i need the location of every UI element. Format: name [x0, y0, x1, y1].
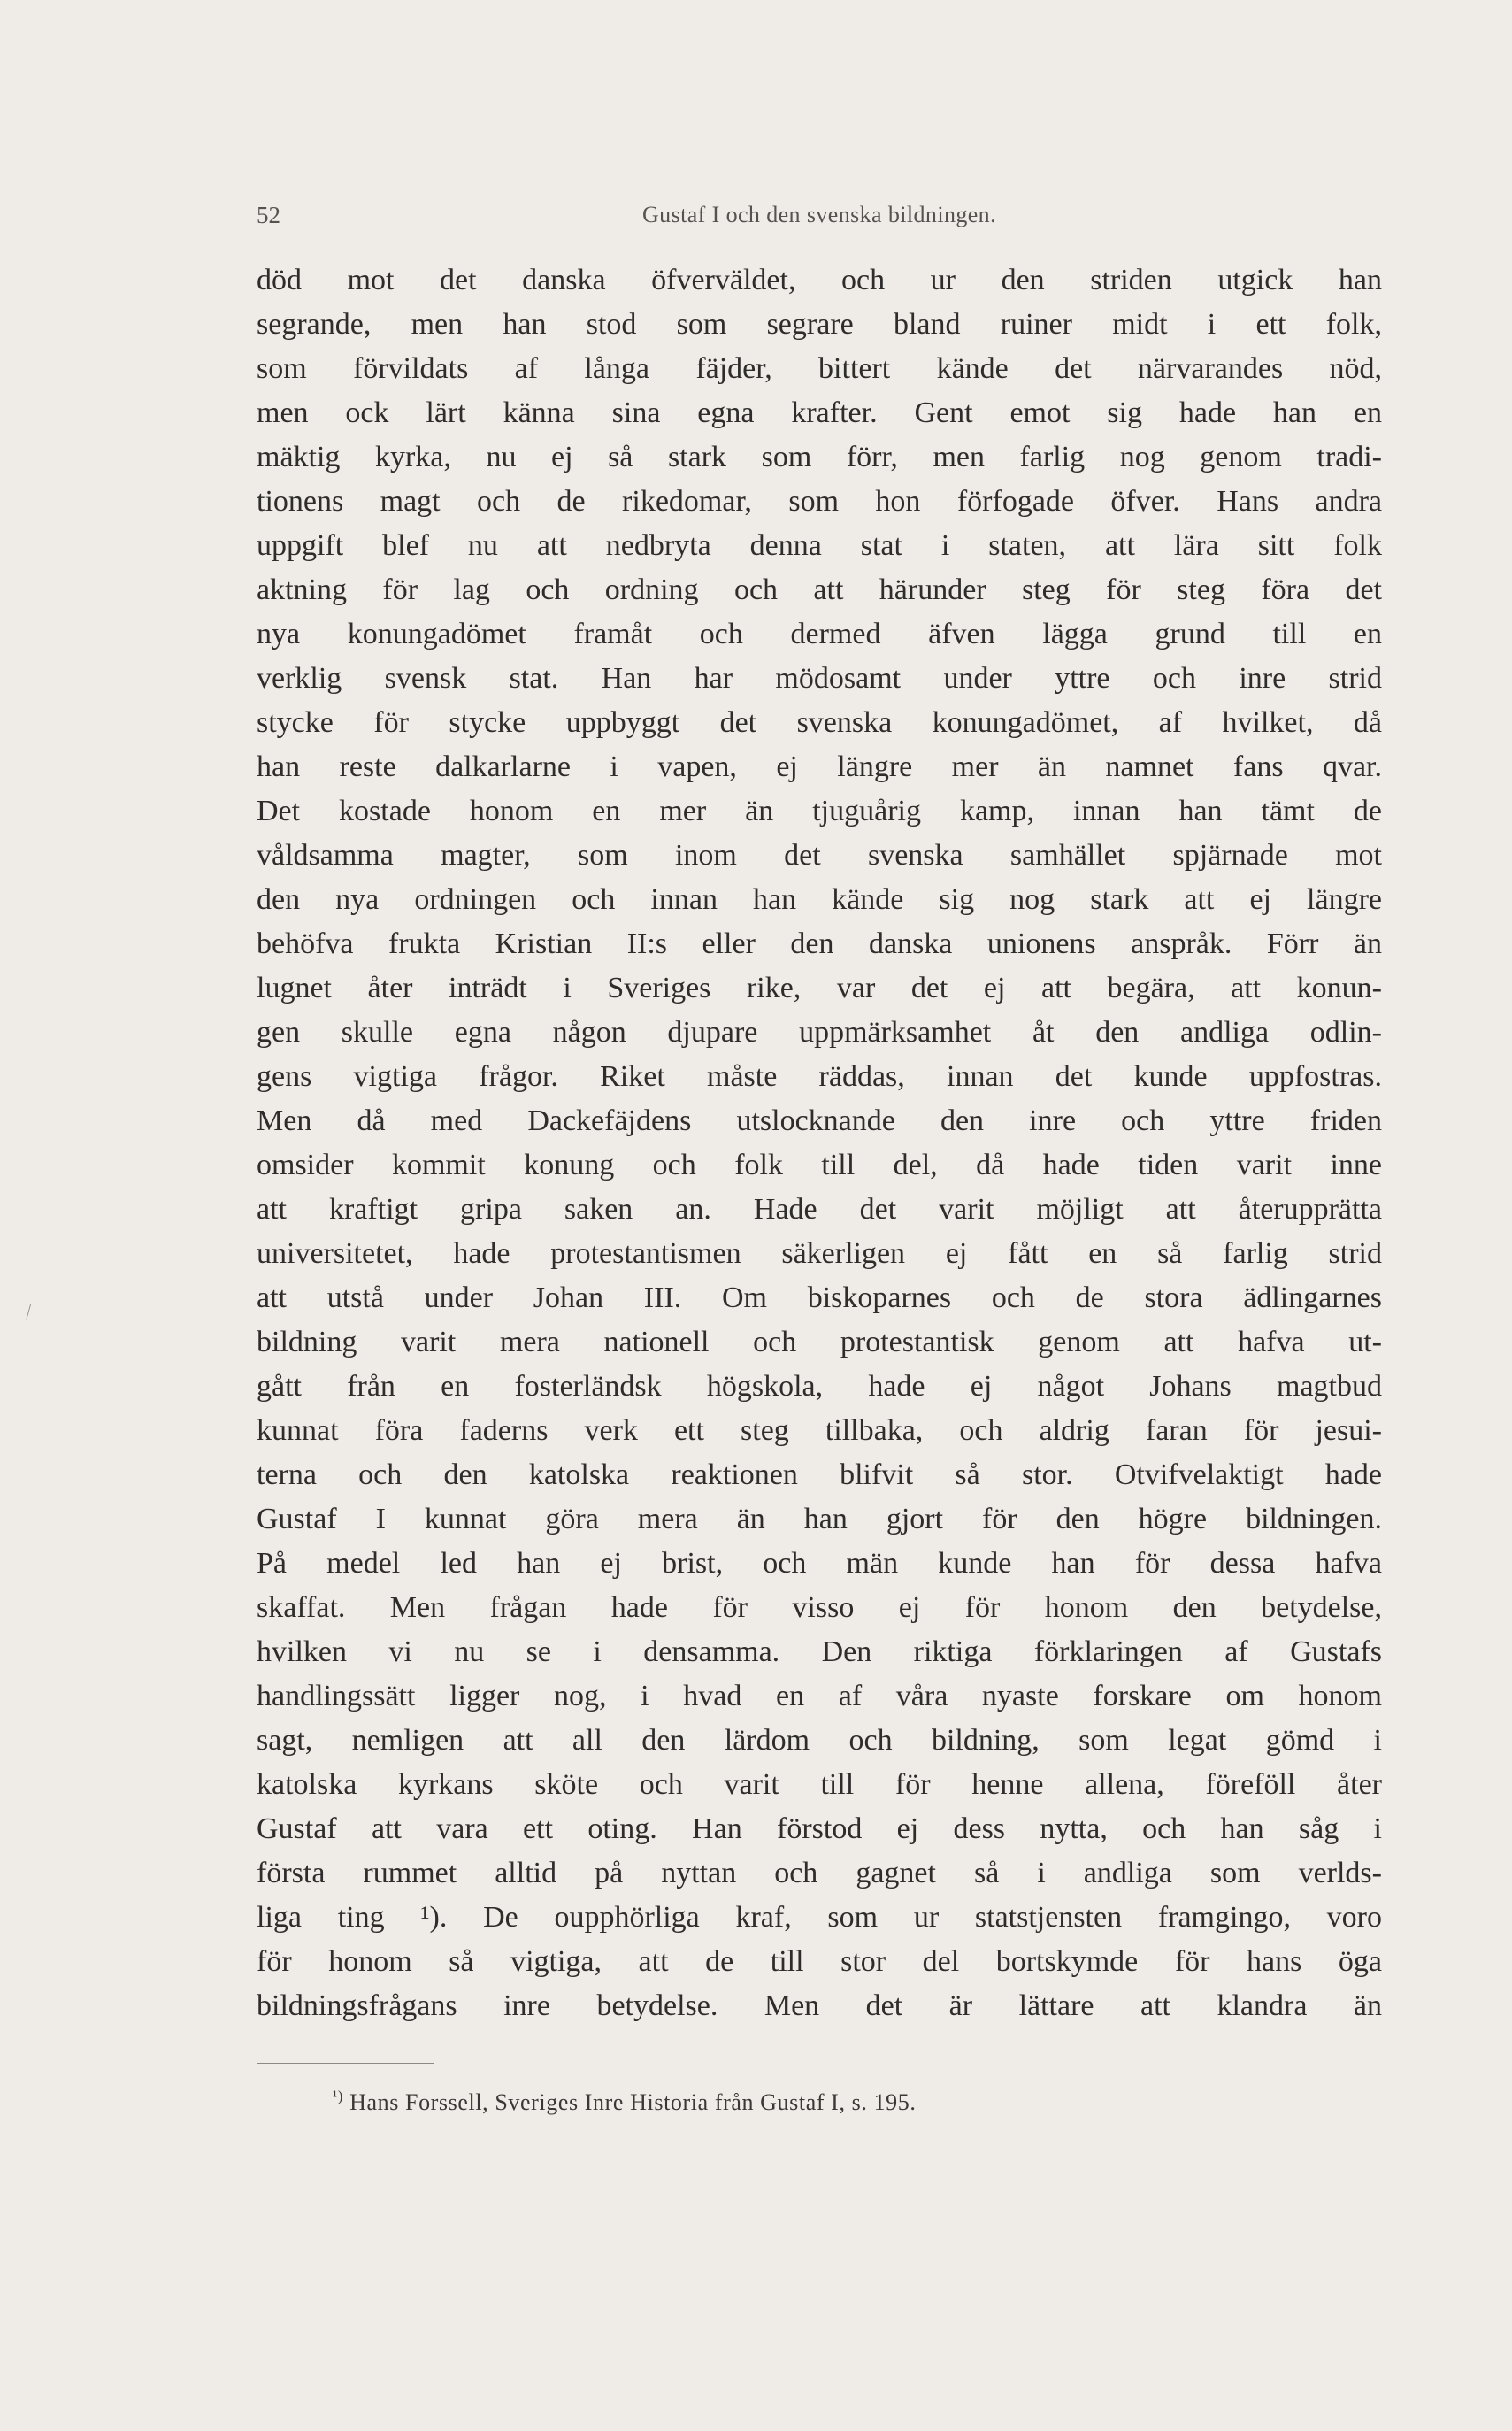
footnote-divider [257, 2063, 434, 2064]
text-line: Det kostade honom en mer än tjuguårig kamp, innan han tämt de [257, 795, 1382, 827]
text-line: men ock lärt känna sina egna krafter. Gent emot sig hade han en [257, 396, 1382, 429]
text-line: sagt, nemligen att all den lärdom och bildning, som legat gömd i [257, 1724, 1382, 1757]
text-line: behöfva frukta Kristian II:s eller den danska unionens anspråk. Förr än [257, 927, 1382, 960]
footnote-marker: ¹) [333, 2088, 343, 2104]
text-line: terna och den katolska reaktionen blifvit så stor. Otvifvelaktigt hade [257, 1458, 1382, 1491]
text-line: att utstå under Johan III. Om biskoparnes och de stora ädlingarnes [257, 1281, 1382, 1314]
text-line: bildning varit mera nationell och protestantisk genom att hafva ut- [257, 1326, 1382, 1358]
text-line: gen skulle egna någon djupare uppmärksamhet åt den andliga odlin- [257, 1016, 1382, 1049]
text-line: hvilken vi nu se i densamma. Den riktiga förklaringen af Gustafs [257, 1635, 1382, 1668]
text-line: På medel led han ej brist, och män kunde han för dessa hafva [257, 1547, 1382, 1580]
text-line: universitetet, hade protestantismen säkerligen ej fått en så farlig strid [257, 1237, 1382, 1270]
text-line: segrande, men han stod som segrare bland ruiner midt i ett folk, [257, 308, 1382, 341]
text-line: liga ting ¹). De oupphörliga kraf, som ur statstjensten framgingo, voro [257, 1901, 1382, 1934]
text-line: handlingssätt ligger nog, i hvad en af våra nyaste forskare om honom [257, 1680, 1382, 1712]
text-line: han reste dalkarlarne i vapen, ej längre mer än namnet fans qvar. [257, 750, 1382, 783]
footnote-text: Hans Forssell, Sveriges Inre Historia från Gustaf I, s. 195. [349, 2089, 917, 2115]
pencil-mark-icon: ⁄ [22, 1300, 34, 1323]
page-number: 52 [257, 202, 280, 228]
text-line: verklig svensk stat. Han har mödosamt under yttre och inre strid [257, 662, 1382, 695]
text-line: aktning för lag och ordning och att härunder steg för steg föra det [257, 573, 1382, 606]
text-line: Gustaf att vara ett oting. Han förstod ej dess nytta, och han såg i [257, 1812, 1382, 1845]
text-line: kunnat föra faderns verk ett steg tillbaka, och aldrig faran för jesui- [257, 1414, 1382, 1447]
text-line: tionens magt och de rikedomar, som hon förfogade öfver. Hans andra [257, 485, 1382, 518]
text-line: katolska kyrkans sköte och varit till för henne allena, föreföll åter [257, 1768, 1382, 1801]
text-line: död mot det danska öfverväldet, och ur den striden utgick han [257, 264, 1382, 296]
text-line: gått från en fosterländsk högskola, hade ej något Johans magtbud [257, 1370, 1382, 1403]
page-header [257, 202, 1382, 237]
text-line: bildningsfrågans inre betydelse. Men det är lättare att klandra än [257, 1989, 1382, 2022]
text-line: som förvildats af långa fäjder, bittert kände det närvarandes nöd, [257, 352, 1382, 385]
text-line: första rummet alltid på nyttan och gagnet så i andliga som verlds- [257, 1857, 1382, 1889]
body-text [257, 258, 1382, 2028]
text-line: Gustaf I kunnat göra mera än han gjort för den högre bildningen. [257, 1503, 1382, 1535]
text-line: för honom så vigtiga, att de till stor del bortskymde för hans öga [257, 1945, 1382, 1978]
text-line: gens vigtiga frågor. Riket måste räddas, innan det kunde uppfostras. [257, 1060, 1382, 1093]
text-line: våldsamma magter, som inom det svenska samhället spjärnade mot [257, 839, 1382, 872]
text-line: lugnet åter inträdt i Sveriges rike, var det ej att begära, att konun- [257, 972, 1382, 1004]
text-line: uppgift blef nu att nedbryta denna stat i staten, att lära sitt folk [257, 529, 1382, 562]
text-line: den nya ordningen och innan han kände sig nog stark att ej längre [257, 883, 1382, 916]
text-line: mäktig kyrka, nu ej så stark som förr, men farlig nog genom tradi- [257, 441, 1382, 473]
text-line: Men då med Dackefäjdens utslocknande den inre och yttre friden [257, 1104, 1382, 1137]
text-line: nya konungadömet framåt och dermed äfven lägga grund till en [257, 618, 1382, 650]
text-line: att kraftigt gripa saken an. Hade det varit möjligt att återupprätta [257, 1193, 1382, 1226]
footnote [333, 2088, 916, 2116]
text-line: omsider kommit konung och folk till del, då hade tiden varit inne [257, 1149, 1382, 1181]
running-title: Gustaf I och den svenska bildningen. [642, 202, 996, 227]
text-line: skaffat. Men frågan hade för visso ej för honom den betydelse, [257, 1591, 1382, 1624]
text-line: stycke för stycke uppbyggt det svenska konungadömet, af hvilket, då [257, 706, 1382, 739]
